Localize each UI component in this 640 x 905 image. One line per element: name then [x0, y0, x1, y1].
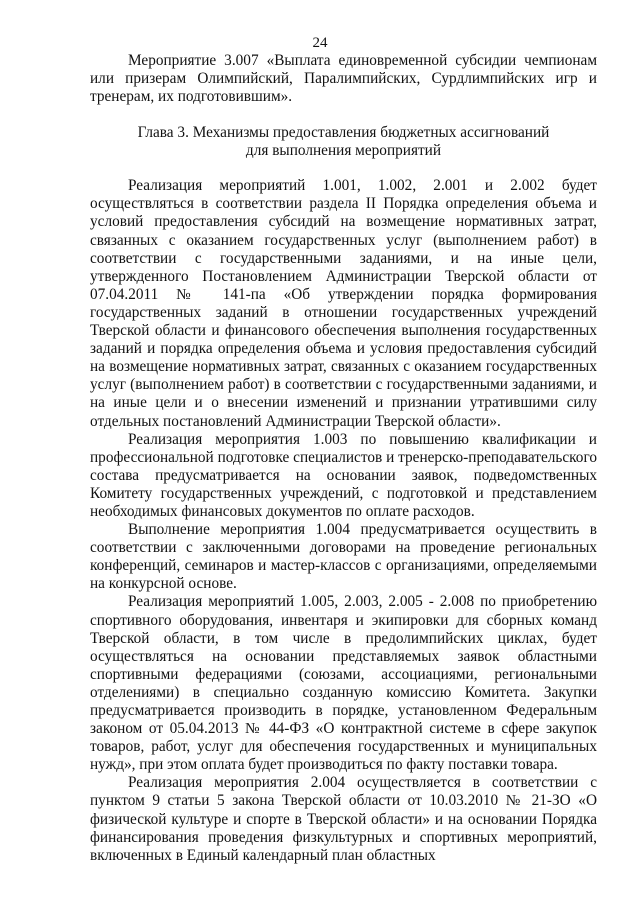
paragraph-measures-1005-2008: Реализация мероприятий 1.005, 2.003, 2.005 - 2.008 по приобретению спортивного оборудования, инвентаря и экипировки для сборных команд Тверской области, в том числе в предолимпийских циклах, будет осуществляться на основании представляемых заявок областными спортивными федерациями (союзами, ассоциациями, региональными отделениями) в специально созданную комиссию Комитета. Закупки предусматривается производить в порядке, установленном Федеральным законом от 05.04.2013 № 44-ФЗ «О контрактной системе в сфере закупок товаров, работ, услуг для обеспечения государственных и муниципальных нужд», при этом оплата будет производиться по факту поставки товара.	[90, 593, 597, 774]
document-body	[90, 52, 597, 865]
chapter-title-line-2: для выполнения мероприятий	[245, 142, 442, 160]
paragraph-measure-1003: Реализация мероприятия 1.003 по повышению квалификации и профессиональной подготовке специалистов и тренерско-преподавательского состава предусматривается на основании заявок, подведомственных Комитету государственных учреждений, с подготовкой и представлением необходимых финансовых документов по оплате расходов.	[90, 430, 597, 520]
paragraph-measures-1001-2002: Реализация мероприятий 1.001, 1.002, 2.001 и 2.002 будет осуществляться в соответствии раздела II Порядка определения объема и условий предоставления субсидий на возмещение нормативных затрат, связанных с оказанием государственных услуг (выполнением работ) в соответствии с государственными заданиями, и на иные цели, утвержденного Постановлением Администрации Тверской области от 07.04.2011 № 141-па «Об утверждении порядка формирования государственных заданий в отношении государственных учреждений Тверской области и финансового обеспечения выполнения государственных заданий и порядка определения объема и условия предоставления субсидий на возмещение нормативных затрат, связанных с оказанием государственных услуг (выполнением работ) в соответствии с государственными заданиями, и на иные цели и о внесении изменений и признании утратившими силу отдельных постановлений Администрации Тверской области».	[90, 177, 597, 430]
chapter-title-line-1: Глава 3. Механизмы предоставления бюджетных ассигнований	[137, 124, 550, 142]
paragraph-measure-1004: Выполнение мероприятия 1.004 предусматривается осуществить в соответствии с заключенными договорами на проведение региональных конференций, семинаров и мастер-классов с организациями, определяемыми на конкурсной основе.	[90, 521, 597, 593]
page-number: 24	[312, 35, 328, 51]
chapter-title	[90, 124, 597, 160]
paragraph-measure-2004: Реализация мероприятия 2.004 осуществляется в соответствии с пунктом 9 статьи 5 закона Тверской области от 10.03.2010 № 21-ЗО «О физической культуре и спорте в Тверской области» и на основании Порядка финансирования проведения физкультурных и спортивных мероприятий, включенных в Единый календарный план областных	[90, 774, 597, 864]
intro-paragraph: Мероприятие 3.007 «Выплата единовременной субсидии чемпионам или призерам Олимпийский, Паралимпийских, Сурдлимпийских игр и тренерам, их подготовившим».	[90, 52, 597, 106]
